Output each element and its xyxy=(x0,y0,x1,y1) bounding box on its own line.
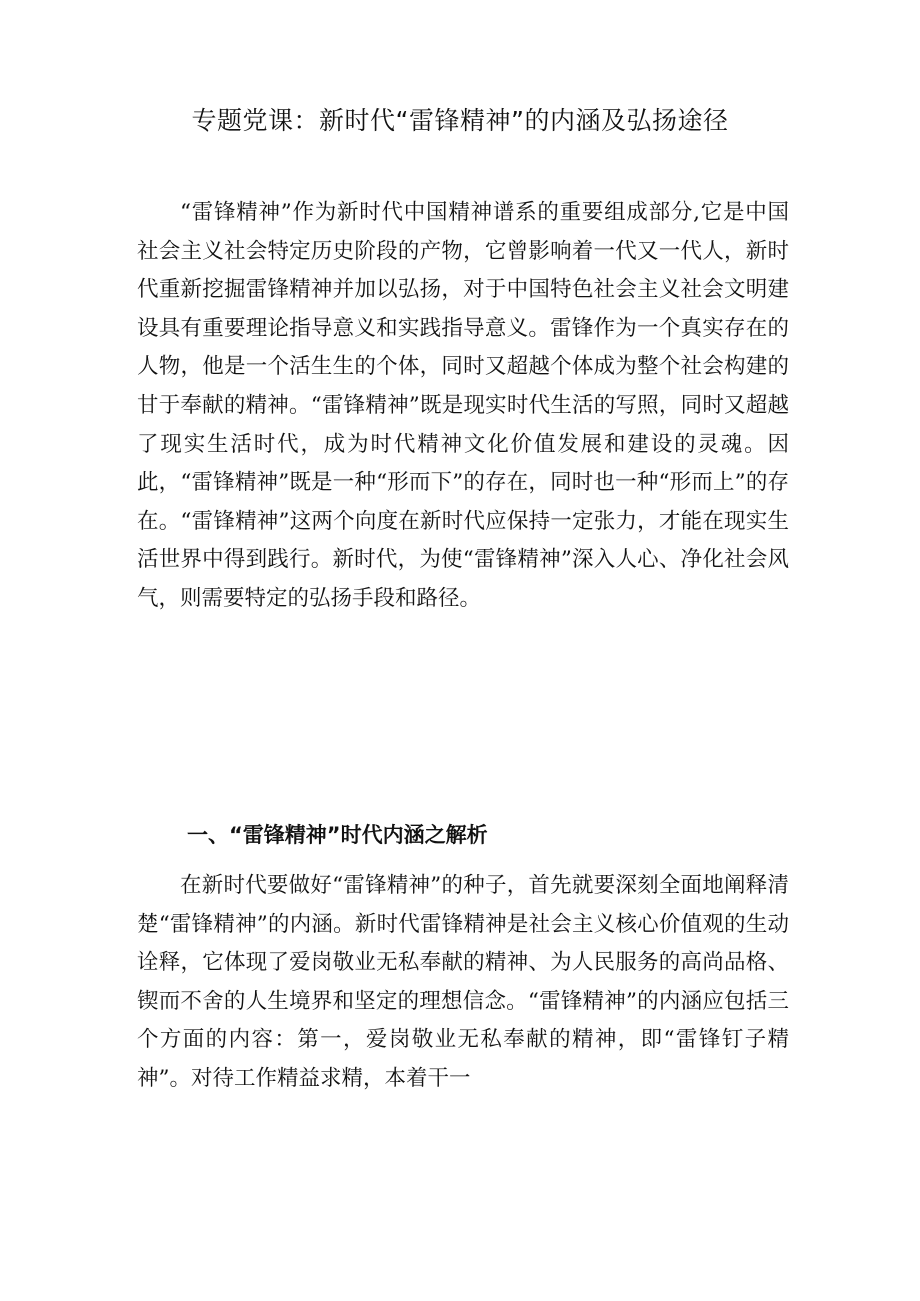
intro-section xyxy=(137,194,789,619)
section-heading: 一、“雷锋精神”时代内涵之解析 xyxy=(187,823,488,847)
section-1-body xyxy=(137,867,789,1099)
body-paragraph: 在新时代要做好“雷锋精神”的种子，首先就要深刻全面地阐释清楚“雷锋精神”的内涵。新时代雷锋精神是社会主义核心价值观的生动诠释，它体现了爱岗敬业无私奉献的精神、为人民服务的高尚品格、锲而不舍的人生境界和坚定的理想信念。“雷锋精神”的内涵应包括三个方面的内容：第一，爱岗敬业无私奉献的精神，即“雷锋钉子精神”。对待工作精益求精，本着干一 xyxy=(137,873,789,1091)
body-paragraph: “雷锋精神”作为新时代中国精神谱系的重要组成部分,它是中国社会主义社会特定历史阶段的产物，它曾影响着一代又一代人，新时代重新挖掘雷锋精神并加以弘扬，对于中国特色社会主义社会文明建设具有重要理论指导意义和实践指导意义。雷锋作为一个真实存在的人物，他是一个活生生的个体，同时又超越个体成为整个社会构建的甘于奉献的精神。“雷锋精神”既是现实时代生活的写照，同时又超越了现实生活时代，成为时代精神文化价值发展和建设的灵魂。因此，“雷锋精神”既是一种“形而下”的存在，同时也一种“形而上”的存在。“雷锋精神”这两个向度在新时代应保持一定张力，才能在现实生活世界中得到践行。新时代，为使“雷锋精神”深入人心、净化社会风气，则需要特定的弘扬手段和路径。 xyxy=(137,200,789,611)
document-title: 专题党课：新时代“雷锋精神”的内涵及弘扬途径 xyxy=(191,106,729,135)
